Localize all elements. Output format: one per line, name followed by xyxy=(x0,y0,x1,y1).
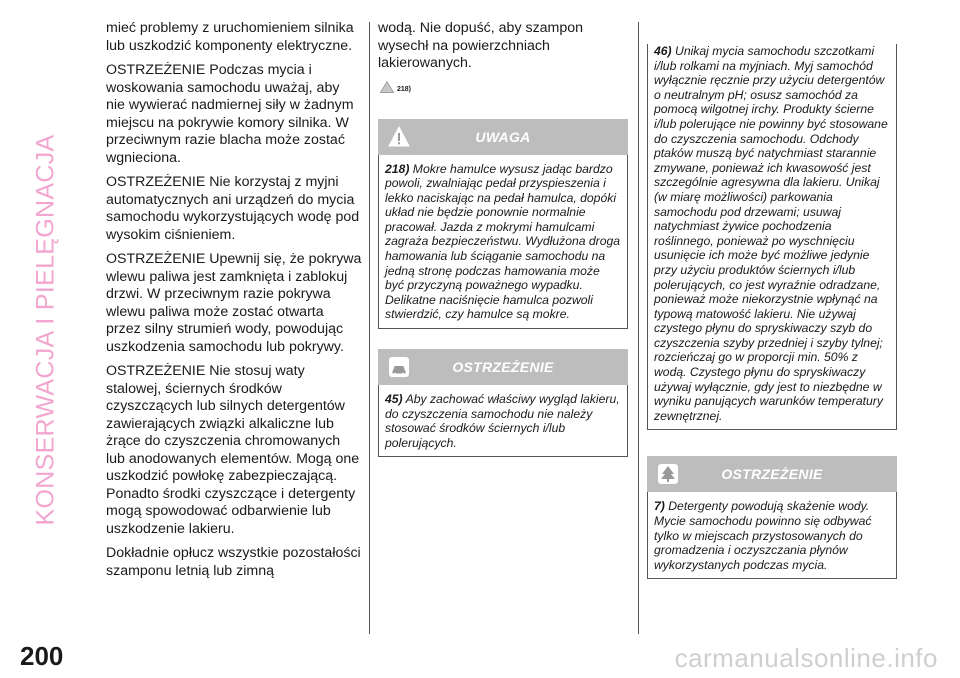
reference-number: 218) xyxy=(397,85,412,93)
paragraph: wodą. Nie dopuść, aby szampon wysechł na powierzchniach lakierowanych. xyxy=(378,20,584,71)
note-body xyxy=(378,155,628,330)
warning-triangle-icon xyxy=(388,126,410,148)
column-divider xyxy=(638,22,639,634)
section-title: KONSERWACJA I PIELĘGNACJA xyxy=(31,134,60,526)
paragraph: OSTRZEŻENIE Nie stosuj waty stalowej, ściernych środków czyszczących lub silnych detergentów zawierających związki alkaliczne lub żrące do czyszczenia chromowanych lub anodowanych elementów. Mogą one uszkodzić powłokę zabezpieczającą. Ponadto środki czyszczące i detergenty mogą spowodować odbarwienie lub uszkodzenie lakieru. xyxy=(106,363,360,537)
note-number: 45) xyxy=(385,392,403,407)
watermark: carmanualsonline.info xyxy=(674,643,938,673)
paragraph: OSTRZEŻENIE Podczas mycia i woskowania samochodu uważaj, aby nie wywierać nadmiernej siły w żadnym miejscu na pokrywie komory silnika. W przeciwnym razie blacha może zostać wgnieciona. xyxy=(106,62,354,166)
note-text: Aby zachować właściwy wygląd lakieru, do czyszczenia samochodu nie należy stosować środków ściernych i/lub polerujących. xyxy=(385,392,620,450)
column-1 xyxy=(106,20,362,587)
note-body xyxy=(378,385,628,457)
column-2 xyxy=(378,20,628,457)
environment-note xyxy=(647,456,897,579)
note-header xyxy=(378,119,628,155)
column-divider xyxy=(369,22,370,634)
note-header xyxy=(647,456,897,492)
note-heading: OSTRZEŻENIE xyxy=(721,466,823,483)
paragraph: mieć problemy z uruchomieniem silnika lub uszkodzić komponenty elektryczne. xyxy=(106,20,354,54)
warning-reference xyxy=(380,81,628,93)
car-wash-icon xyxy=(388,356,410,378)
tree-icon xyxy=(657,463,679,485)
column-3 xyxy=(647,44,897,579)
note-number: 46) xyxy=(654,44,672,58)
warning-triangle-icon xyxy=(380,81,394,93)
paragraph: Dokładnie opłucz wszystkie pozostałości szamponu letnią lub zimną xyxy=(106,545,361,579)
note-body xyxy=(647,492,897,579)
note-text: Mokre hamulce wysusz jadąc bardzo powoli, zwalniając pedał przyspieszenia i lekko naciskając na pedał hamulca, dopóki układ nie będzie ponownie normalnie pracował. Jazda z mokrymi hamulcami zagraża bezpieczeństwu. Wydłużona droga hamowania lub ściąganie samochodu na jedną stronę podczas hamowania może być przyczyną poważnego wypadku. Delikatne naciśnięcie hamulca pozwoli stwierdzić, czy hamulce są mokre. xyxy=(385,161,621,322)
note-number: 7) xyxy=(654,499,665,514)
note-body xyxy=(647,44,897,430)
note-text: Unikaj mycia samochodu szczotkami i/lub rolkami na myjniach. Myj samochód wyłącznie ręcznie przy użyciu detergentów o neutralnym pH; osusz samochód za pomocą wilgotnej irchy. Produkty ścierne i/lub polerujące nie powinny być stosowane do czyszczenia samochodu. Odchody ptaków muszą być natychmiast starannie zmywane, ponieważ ich kwasowość jest szczególnie agresywna dla lakieru. Unikaj (w miarę możliwości) parkowania samochodu pod drzewami; usuwaj natychmiast żywice pochodzenia roślinnego, ponieważ po wyschnięciu usunięcie ich może być możliwe jedynie przy użyciu produktów ściernych i/lub polerujących, co jest wyraźnie odradzane, ponieważ może niekorzystnie wpłynąć na typową matowość lakieru. Nie używaj czystego płynu do spryskiwaczy szyb do czyszczenia szyby przedniej i szyby tylnej; rozcieńczaj go w proporcji min. 50% z wodą. Czystego płynu do spryskiwaczy używaj wyłącznie, gdy jest to niezbędne w wyniku panujących warunków temperatury zewnętrznej. xyxy=(654,44,888,423)
paragraph: OSTRZEŻENIE Upewnij się, że pokrywa wlewu paliwa jest zamknięta i zablokuj drzwi. W przeciwnym razie pokrywa wlewu paliwa może zostać otwarta przez silny strumień wody, powodując uszkodzenia samochodu lub pokrywy. xyxy=(106,251,362,355)
note-heading: OSTRZEŻENIE xyxy=(452,359,554,376)
note-number: 218) xyxy=(385,161,410,176)
note-header xyxy=(378,349,628,385)
page-number: 200 xyxy=(20,641,64,671)
note-text: Detergenty powodują skażenie wody. Mycie samochodu powinno się odbywać tylko w miejscach przystosowanych do gromadzenia i oczyszczania płynów wykorzystanych podczas mycia. xyxy=(654,499,872,572)
note-heading: UWAGA xyxy=(475,128,531,145)
paragraph: OSTRZEŻENIE Nie korzystaj z myjni automatycznych ani urządzeń do mycia samochodu wykorzystujących wodę pod wysokim ciśnieniem. xyxy=(106,174,360,243)
caution-note xyxy=(378,349,628,457)
warning-note xyxy=(378,119,628,330)
